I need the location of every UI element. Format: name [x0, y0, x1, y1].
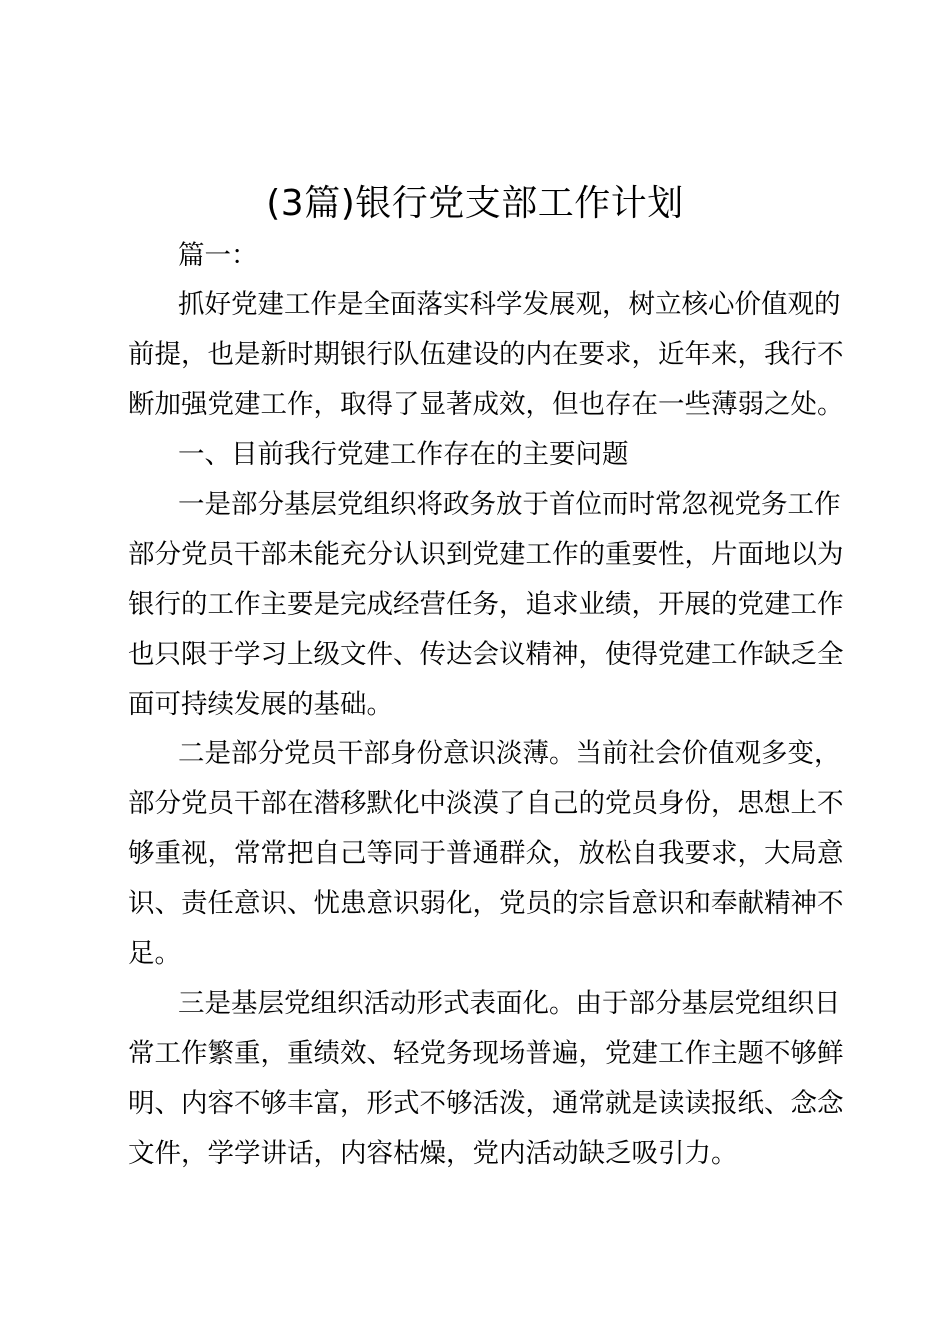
- document-title: (3篇)银行党支部工作计划: [266, 183, 684, 224]
- paragraph-line: 前提，也是新时期银行队伍建设的内在要求，近年来，我行不: [128, 339, 844, 370]
- paragraph-line: 也只限于学习上级文件、传达会议精神，使得党建工作缺乏全: [128, 639, 844, 670]
- paragraph-line: 足。: [128, 938, 181, 969]
- paragraph-line: 三是基层党组织活动形式表面化。由于部分基层党组织日: [178, 988, 841, 1019]
- section-label: 篇一：: [178, 240, 258, 271]
- paragraph-line: 抓好党建工作是全面落实科学发展观，树立核心价值观的: [178, 289, 841, 320]
- paragraph-line: 明、内容不够丰富，形式不够活泼，通常就是读读报纸、念念: [128, 1088, 844, 1119]
- paragraph-line: 银行的工作主要是完成经营任务，追求业绩，开展的党建工作: [128, 589, 844, 620]
- paragraph-line: 断加强党建工作，取得了显著成效，但也存在一些薄弱之处。: [128, 389, 844, 420]
- paragraph-line: 二是部分党员干部身份意识淡薄。当前社会价值观多变，: [178, 738, 841, 769]
- paragraph-line: 部分党员干部在潜移默化中淡漠了自己的党员身份，思想上不: [128, 788, 844, 819]
- paragraph-line: 面可持续发展的基础。: [128, 689, 393, 720]
- paragraph-line: 够重视，常常把自己等同于普通群众，放松自我要求，大局意: [128, 838, 844, 869]
- paragraph-line: 识、责任意识、忧患意识弱化，党员的宗旨意识和奉献精神不: [128, 888, 844, 919]
- paragraph-line: 文件，学学讲话，内容枯燥，党内活动缺乏吸引力。: [128, 1138, 738, 1169]
- paragraph-line: 部分党员干部未能充分认识到党建工作的重要性，片面地以为: [128, 539, 844, 570]
- section-heading: 一、目前我行党建工作存在的主要问题: [178, 439, 629, 470]
- paragraph-line: 一是部分基层党组织将政务放于首位而时常忽视党务工作: [178, 489, 841, 520]
- paragraph-line: 常工作繁重，重绩效、轻党务现场普遍，党建工作主题不够鲜: [128, 1038, 844, 1069]
